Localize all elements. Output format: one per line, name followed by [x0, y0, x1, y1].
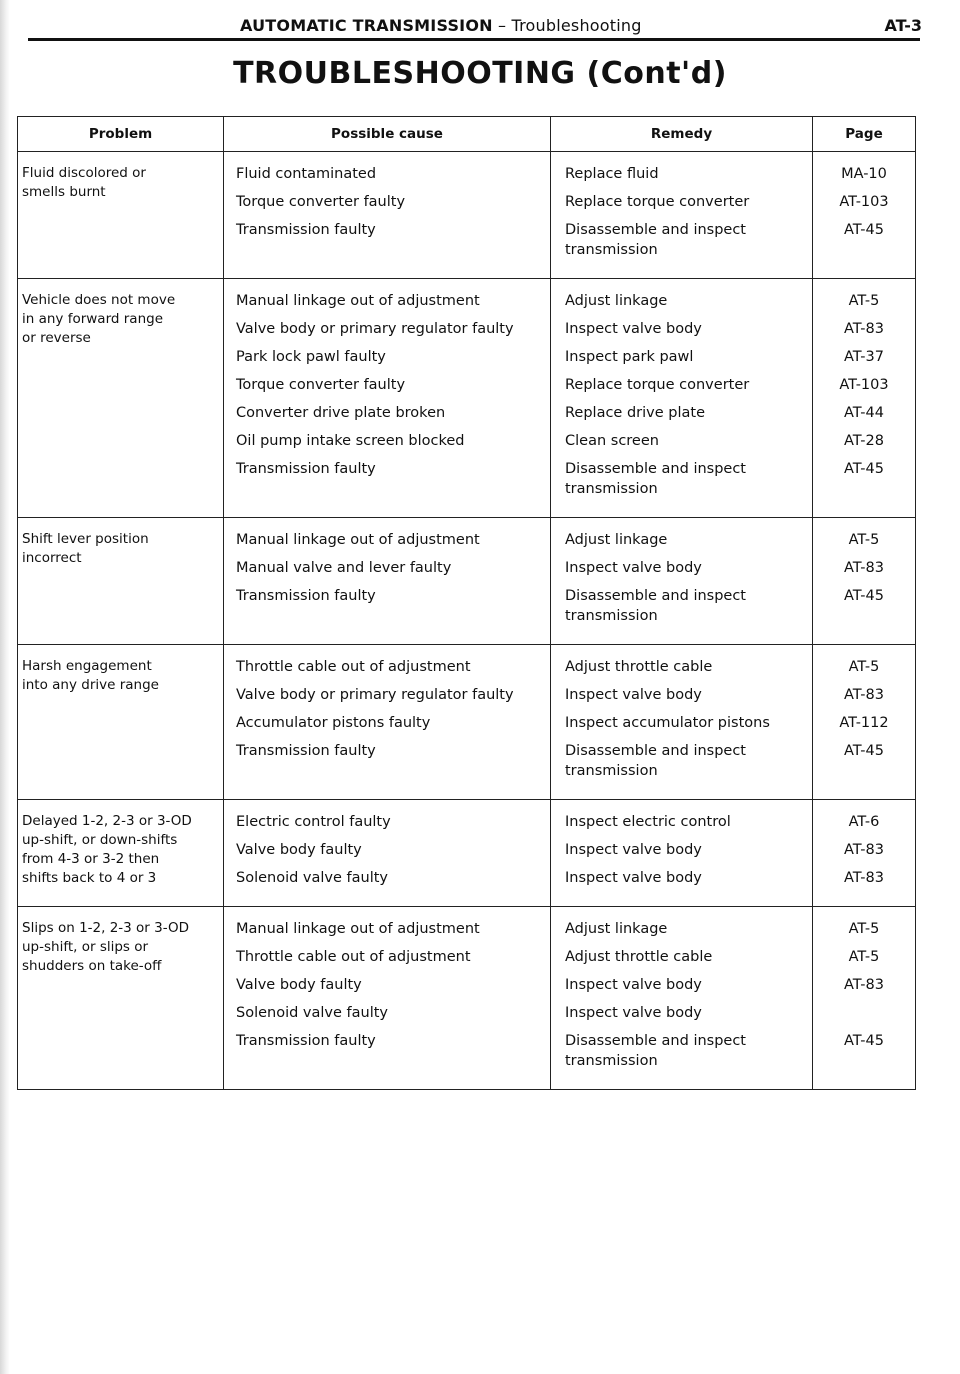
section-title: TROUBLESHOOTING (Cont'd)	[233, 56, 727, 91]
page-ref: AT-37	[843, 349, 884, 365]
remedy-item: Disassemble and inspect transmission	[565, 461, 746, 497]
remedy-item: Inspect electric control	[565, 814, 731, 830]
problem-line: Delayed 1-2, 2-3 or 3-OD	[22, 813, 192, 829]
page-ref: AT-45	[843, 743, 884, 759]
page-ref: AT-5	[848, 532, 880, 548]
problem-line: Fluid discolored or	[22, 165, 146, 181]
problem-line: Slips on 1-2, 2-3 or 3-OD	[22, 920, 190, 936]
remedy-item: Disassemble and inspect transmission	[565, 222, 746, 258]
page-ref: AT-103	[839, 194, 889, 210]
page-ref: AT-6	[848, 814, 880, 830]
problem-text	[18, 812, 223, 888]
page-cell	[813, 279, 916, 518]
cause-item: Park lock pawl faulty	[236, 349, 386, 365]
remedy-item: Inspect valve body	[565, 870, 702, 886]
problem-text	[18, 919, 223, 976]
cause-item: Electric control faulty	[236, 814, 391, 830]
problem-line: incorrect	[22, 550, 82, 566]
problem-line: in any forward range	[22, 311, 164, 327]
cause-item: Torque converter faulty	[236, 377, 406, 393]
page-ref: AT-83	[843, 977, 884, 993]
cause-item: Manual valve and lever faulty	[236, 560, 452, 576]
cause-cell	[224, 907, 551, 1090]
table-row	[18, 907, 916, 1090]
remedy-item: Inspect valve body	[565, 687, 702, 703]
page-cell	[813, 907, 916, 1090]
page-ref: AT-83	[843, 321, 884, 337]
troubleshooting-table	[17, 116, 916, 1090]
remedy-item: Disassemble and inspect transmission	[565, 743, 746, 779]
cause-item: Solenoid valve faulty	[236, 1005, 389, 1021]
problem-line: smells burnt	[22, 184, 106, 200]
page-ref: AT-45	[843, 461, 884, 477]
cause-item: Throttle cable out of adjustment	[236, 659, 471, 675]
cause-item: Valve body faulty	[236, 842, 362, 858]
page-ref: AT-5	[848, 921, 880, 937]
page-ref: AT-112	[839, 715, 889, 731]
page-ref: AT-5	[848, 949, 880, 965]
remedy-item: Inspect valve body	[565, 560, 702, 576]
remedy-item: Inspect valve body	[565, 977, 702, 993]
problem-line: from 4-3 or 3-2 then	[22, 851, 160, 867]
remedy-item: Adjust linkage	[565, 532, 668, 548]
problem-line: or reverse	[22, 330, 91, 346]
problem-line: Harsh engagement	[22, 658, 152, 674]
page-scan-edge	[0, 0, 10, 1374]
cause-item: Valve body faulty	[236, 977, 362, 993]
cause-item: Transmission faulty	[236, 1033, 376, 1049]
cause-item: Accumulator pistons faulty	[236, 715, 431, 731]
table-row	[18, 279, 916, 518]
remedy-item: Disassemble and inspect transmission	[565, 588, 746, 624]
remedy-item: Adjust linkage	[565, 293, 668, 309]
header-rule	[28, 38, 920, 41]
header-section-bold: AUTOMATIC TRANSMISSION	[240, 16, 493, 35]
remedy-item: Adjust throttle cable	[565, 949, 713, 965]
header-remedy: Remedy	[551, 117, 813, 152]
cause-item: Valve body or primary regulator faulty	[236, 321, 514, 337]
remedy-item: Inspect valve body	[565, 842, 702, 858]
remedy-cell	[551, 907, 813, 1090]
page-ref: AT-103	[839, 377, 889, 393]
problem-line: up-shift, or down-shifts	[22, 832, 178, 848]
table-row	[18, 518, 916, 645]
problem-text	[18, 291, 223, 348]
remedy-item: Disassemble and inspect transmission	[565, 1033, 746, 1069]
header-possible-cause: Possible cause	[224, 117, 551, 152]
cause-item: Throttle cable out of adjustment	[236, 949, 471, 965]
page-ref: AT-45	[843, 222, 884, 238]
remedy-cell	[551, 645, 813, 800]
problem-line: Shift lever position	[22, 531, 149, 547]
problem-cell	[18, 907, 224, 1090]
cause-cell	[224, 279, 551, 518]
page-ref: AT-83	[843, 560, 884, 576]
cause-item: Transmission faulty	[236, 743, 376, 759]
cause-cell	[224, 518, 551, 645]
cause-item: Torque converter faulty	[236, 194, 406, 210]
cause-item: Fluid contaminated	[236, 166, 377, 182]
problem-line: Vehicle does not move	[22, 292, 176, 308]
table-row	[18, 152, 916, 279]
page-ref: AT-5	[848, 659, 880, 675]
page-ref: AT-83	[843, 870, 884, 886]
cause-item: Solenoid valve faulty	[236, 870, 389, 886]
remedy-cell	[551, 279, 813, 518]
page-ref: AT-45	[843, 588, 884, 604]
header-section-rest: – Troubleshooting	[492, 16, 642, 35]
cause-cell	[224, 645, 551, 800]
cause-cell	[224, 152, 551, 279]
table-header-row	[18, 117, 916, 152]
page-ref: AT-83	[843, 687, 884, 703]
header-page: Page	[813, 117, 916, 152]
cause-item: Manual linkage out of adjustment	[236, 921, 480, 937]
page-cell	[813, 645, 916, 800]
cause-item: Transmission faulty	[236, 222, 376, 238]
remedy-item: Replace drive plate	[565, 405, 705, 421]
page-ref: AT-45	[843, 1033, 884, 1049]
page-ref	[813, 1003, 915, 1023]
cause-item: Manual linkage out of adjustment	[236, 532, 480, 548]
cause-item: Manual linkage out of adjustment	[236, 293, 480, 309]
problem-line: shudders on take-off	[22, 958, 162, 974]
problem-cell	[18, 279, 224, 518]
problem-cell	[18, 152, 224, 279]
page-cell	[813, 800, 916, 907]
remedy-cell	[551, 518, 813, 645]
cause-item: Converter drive plate broken	[236, 405, 446, 421]
running-header	[240, 16, 642, 35]
remedy-cell	[551, 152, 813, 279]
page-ref: MA-10	[841, 166, 887, 182]
problem-line: up-shift, or slips or	[22, 939, 149, 955]
remedy-cell	[551, 800, 813, 907]
problem-cell	[18, 518, 224, 645]
remedy-item: Inspect park pawl	[565, 349, 694, 365]
page-ref: AT-44	[843, 405, 884, 421]
page-ref: AT-5	[848, 293, 880, 309]
cause-item: Transmission faulty	[236, 588, 376, 604]
header-problem: Problem	[18, 117, 224, 152]
problem-cell	[18, 800, 224, 907]
problem-text	[18, 657, 223, 695]
problem-cell	[18, 645, 224, 800]
page-ref: AT-28	[843, 433, 884, 449]
remedy-item: Replace fluid	[565, 166, 659, 182]
remedy-item: Inspect valve body	[565, 1005, 702, 1021]
cause-cell	[224, 800, 551, 907]
remedy-item: Replace torque converter	[565, 377, 750, 393]
problem-line: into any drive range	[22, 677, 159, 693]
cause-item: Transmission faulty	[236, 461, 376, 477]
table-body	[18, 152, 916, 1090]
header-page-id: AT-3	[884, 16, 922, 35]
remedy-item: Replace torque converter	[565, 194, 750, 210]
page-cell	[813, 152, 916, 279]
table-row	[18, 645, 916, 800]
page-ref: AT-83	[843, 842, 884, 858]
table-row	[18, 800, 916, 907]
cause-item: Valve body or primary regulator faulty	[236, 687, 514, 703]
remedy-item: Clean screen	[565, 433, 659, 449]
page-header	[0, 14, 960, 38]
cause-item: Oil pump intake screen blocked	[236, 433, 465, 449]
remedy-item: Adjust linkage	[565, 921, 668, 937]
page-cell	[813, 518, 916, 645]
problem-line: shifts back to 4 or 3	[22, 870, 157, 886]
remedy-item: Inspect valve body	[565, 321, 702, 337]
remedy-item: Adjust throttle cable	[565, 659, 713, 675]
problem-text	[18, 164, 223, 202]
problem-text	[18, 530, 223, 568]
remedy-item: Inspect accumulator pistons	[565, 715, 770, 731]
